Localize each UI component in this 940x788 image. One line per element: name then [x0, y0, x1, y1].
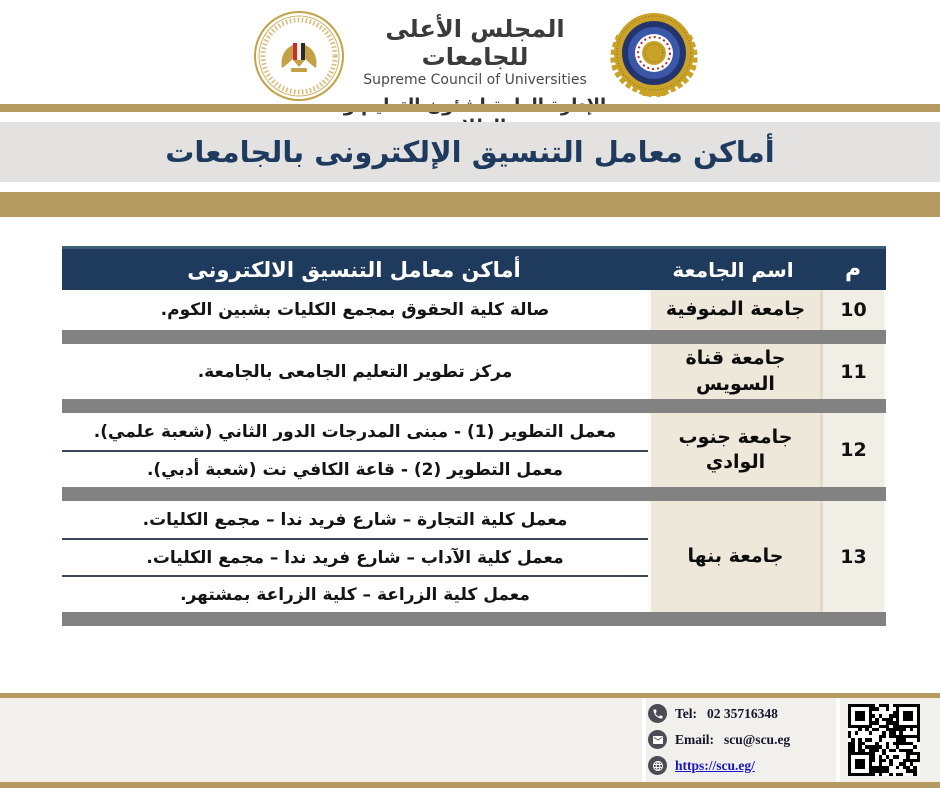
globe-icon: [648, 756, 667, 775]
location-item: مركز تطوير التعليم الجامعى بالجامعة.: [197, 361, 513, 382]
header-titles: [340, 16, 610, 137]
contact-block: [648, 704, 830, 775]
university-name-cell: جامعة قناة السويس: [648, 344, 820, 399]
location-item: معمل التطوير (1) - مبنى المدرجات الدور الثاني (شعبة علمي).: [93, 421, 617, 442]
column-header-locations: أماكن معامل التنسيق الالكترونى: [187, 257, 521, 282]
column-header-number: م: [844, 257, 862, 282]
email-row: [648, 730, 830, 749]
gold-divider-bar-under-title: [0, 192, 940, 217]
table-body: [62, 290, 886, 626]
locations-cell: [62, 501, 648, 612]
row-separator: [62, 612, 886, 626]
page-title: أماكن معامل التنسيق الإلكترونى بالجامعات: [165, 135, 775, 169]
page-title-bar: [0, 122, 940, 182]
column-header-university: اسم الجامعة: [672, 257, 794, 282]
table-row-group: [62, 501, 886, 612]
university-name-cell: جامعة جنوب الوادي: [648, 413, 820, 487]
qr-code: [848, 704, 920, 776]
universities-labs-table: [62, 246, 886, 626]
website-row: [648, 756, 830, 775]
website-link[interactable]: https://scu.eg/: [675, 757, 755, 773]
locations-cell: [62, 344, 648, 399]
footer-divider-right: [836, 698, 840, 782]
row-separator: [62, 330, 886, 344]
location-item: صالة كلية الحقوق بمجمع الكليات بشبين الكوم.: [160, 300, 550, 320]
email-value: scu@scu.eg: [724, 731, 791, 747]
gold-bottom-bar: [0, 782, 940, 788]
table-row-group: [62, 344, 886, 399]
tel-value: 02 35716348: [707, 705, 778, 721]
phone-row: [648, 704, 830, 723]
org-name-arabic: المجلس الأعلى للجامعات: [385, 15, 565, 71]
row-number-cell: 12: [820, 413, 886, 487]
university-name-cell: جامعة المنوفية: [648, 290, 820, 330]
ministry-seal-logo: [253, 10, 345, 102]
location-item: معمل كلية الآداب – شارع فريد ندا – مجمع الكليات.: [62, 538, 648, 575]
university-name-cell: جامعة بنها: [648, 501, 820, 612]
table-row-group: [62, 413, 886, 487]
table-row-group: [62, 290, 886, 330]
row-separator: [62, 487, 886, 501]
org-name-english: Supreme Council of Universities: [363, 72, 587, 89]
location-item: معمل التطوير (2) - قاعة الكافي نت (شعبة أدبي).: [62, 450, 648, 487]
email-icon: [648, 730, 667, 749]
footer-divider-left: [642, 698, 646, 782]
table-header-row: [62, 246, 886, 290]
row-number-cell: 13: [820, 501, 886, 612]
gold-divider-bar-top: [0, 104, 940, 112]
email-label: Email:: [675, 731, 714, 747]
locations-cell: [62, 290, 648, 330]
row-number-cell: 11: [820, 344, 886, 399]
scu-emblem-logo: [602, 6, 706, 102]
locations-cell: [62, 413, 648, 487]
tel-label: Tel:: [675, 705, 698, 721]
phone-icon: [648, 704, 667, 723]
location-item: معمل كلية التجارة – شارع فريد ندا – مجمع الكليات.: [142, 509, 568, 530]
row-number-cell: 10: [820, 290, 886, 330]
row-separator: [62, 399, 886, 413]
location-item: معمل كلية الزراعة – كلية الزراعة بمشتهر.: [62, 575, 648, 612]
